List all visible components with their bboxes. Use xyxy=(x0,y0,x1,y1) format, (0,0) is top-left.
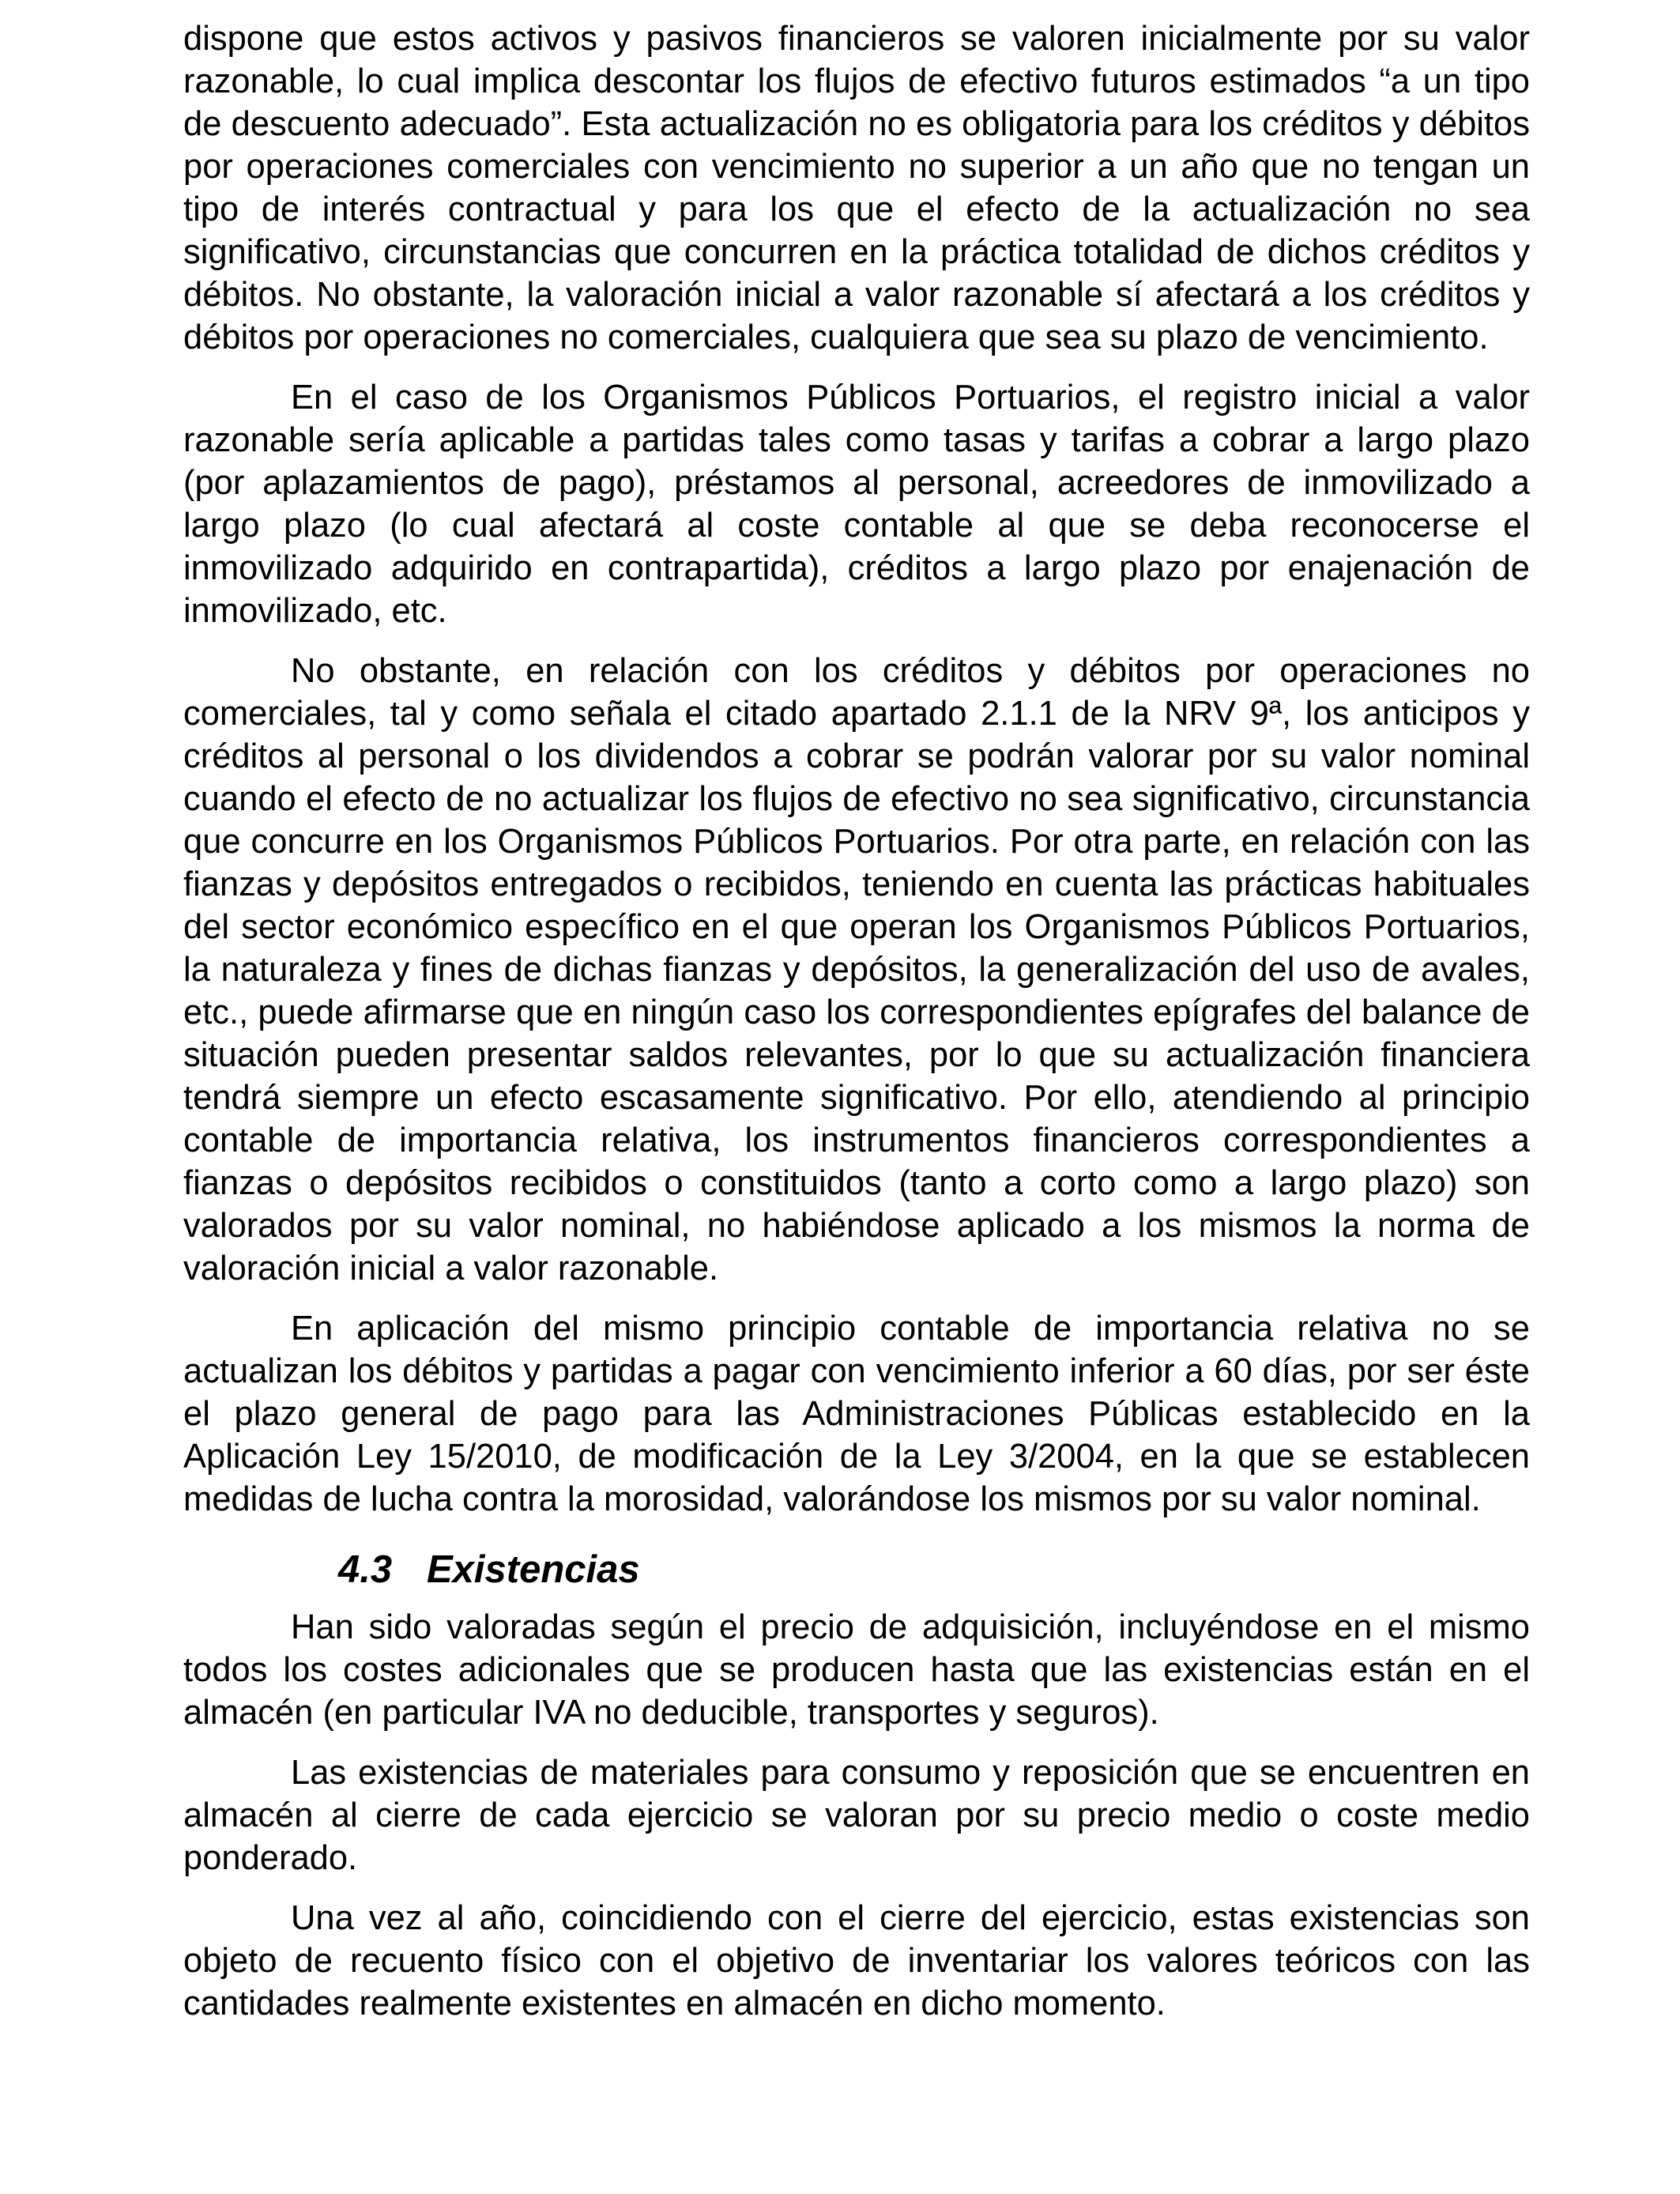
section-number: 4.3 xyxy=(338,1548,393,1591)
paragraph: En aplicación del mismo principio contable de importancia relativa no se actualizan los débitos y partidas a pagar con vencimiento inferior a 60 días, por ser éste el plazo general de pago para las Administraciones Públicas establecido en la Aplicación Ley 15/2010, de modificación de la Ley 3/2004, en la que se establecen medidas de lucha contra la morosidad, valorándose los mismos por su valor nominal. xyxy=(183,1310,1530,1518)
section-title: Existencias xyxy=(427,1548,640,1591)
paragraph: Las existencias de materiales para consumo y reposición que se encuentren en almacén al cierre de cada ejercicio se valoran por su precio medio o coste medio ponderado. xyxy=(183,1754,1530,1877)
paragraph: Han sido valoradas según el precio de adquisición, incluyéndose en el mismo todos los costes adicionales que se producen hasta que las existencias están en el almacén (en particular IVA no deducible, transportes y seguros). xyxy=(183,1608,1530,1732)
document-page xyxy=(183,17,1530,2042)
paragraph: dispone que estos activos y pasivos financieros se valoren inicialmente por su valor razonable, lo cual implica descontar los flujos de efectivo futuros estimados “a un tipo de descuento adecuado”. Esta actualización no es obligatoria para los créditos y débitos por operaciones comerciales con vencimiento no superior a un año que no tengan un tipo de interés contractual y para los que el efecto de la actualización no sea significativo, circunstancias que concurren en la práctica totalidad de dichos créditos y débitos. No obstante, la valoración inicial a valor razonable sí afectará a los créditos y débitos por operaciones no comerciales, cualquiera que sea su plazo de vencimiento. xyxy=(183,20,1530,356)
paragraph: Una vez al año, coincidiendo con el cierre del ejercicio, estas existencias son objeto de recuento físico con el objetivo de inventariar los valores teóricos con las cantidades realmente existentes en almacén en dicho momento. xyxy=(183,1899,1530,2022)
paragraph: En el caso de los Organismos Públicos Portuarios, el registro inicial a valor razonable sería aplicable a partidas tales como tasas y tarifas a cobrar a largo plazo (por aplazamientos de pago), préstamos al personal, acreedores de inmovilizado a largo plazo (lo cual afectará al coste contable al que se deba reconocerse el inmovilizado adquirido en contrapartida), créditos a largo plazo por enajenación de inmovilizado, etc. xyxy=(183,379,1530,630)
section-heading xyxy=(183,1546,1530,1593)
paragraph: No obstante, en relación con los créditos y débitos por operaciones no comerciales, tal y como señala el citado apartado 2.1.1 de la NRV 9ª, los anticipos y créditos al personal o los dividendos a cobrar se podrán valorar por su valor nominal cuando el efecto de no actualizar los flujos de efectivo no sea significativo, circunstancia que concurre en los Organismos Públicos Portuarios. Por otra parte, en relación con las fianzas y depósitos entregados o recibidos, teniendo en cuenta las prácticas habituales del sector económico específico en el que operan los Organismos Públicos Portuarios, la naturaleza y fines de dichas fianzas y depósitos, la generalización del uso de avales, etc., puede afirmarse que en ningún caso los correspondientes epígrafes del balance de situación pueden presentar saldos relevantes, por lo que su actualización financiera tendrá siempre un efecto escasamente significativo. Por ello, atendiendo al principio contable de importancia relativa, los instrumentos financieros correspondientes a fianzas o depósitos recibidos o constituidos (tanto a corto como a largo plazo) son valorados por su valor nominal, no habiéndose aplicado a los mismos la norma de valoración inicial a valor razonable. xyxy=(183,652,1530,1287)
